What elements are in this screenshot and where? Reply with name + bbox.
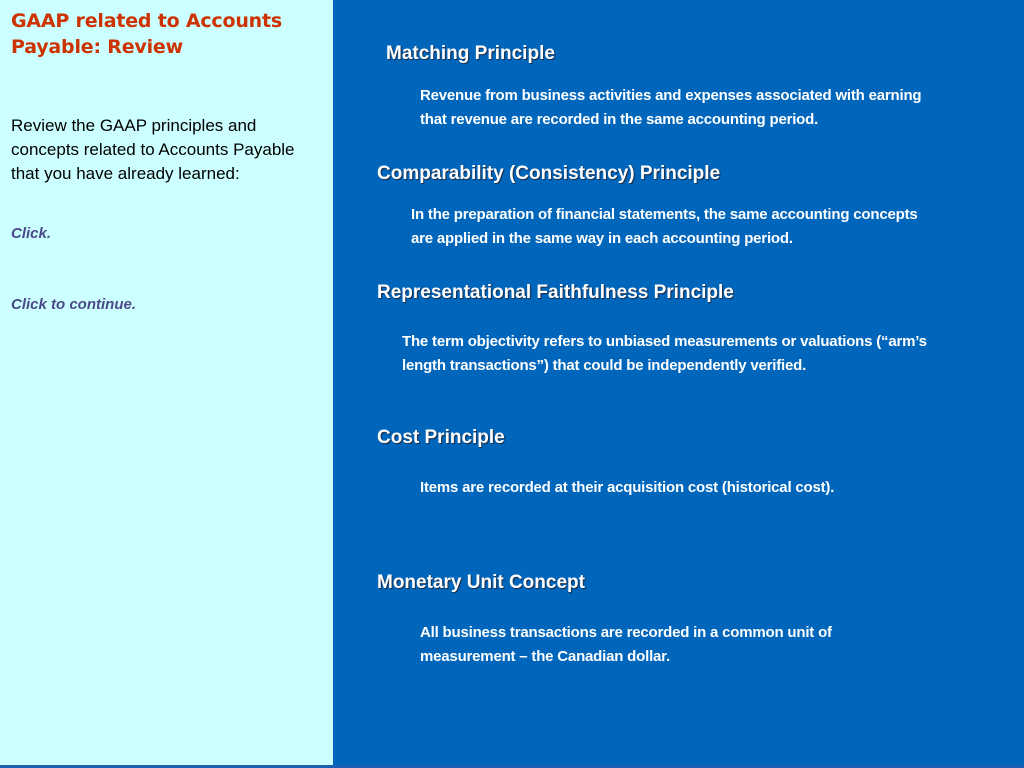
principles-panel [333,0,1024,768]
left-panel [0,0,333,768]
click-prompt[interactable]: Click. [11,225,52,242]
principle-heading-representational-faithfulness: Representational Faithfulness Principle [377,282,734,303]
principle-desc-monetary-unit: All business transactions are recorded in a common unit of measurement – the Canadian dollar. [420,624,832,665]
principle-heading-comparability: Comparability (Consistency) Principle [377,163,721,184]
slide-title: GAAP related to Accounts Payable: Review [11,10,282,58]
principle-heading-cost: Cost Principle [377,427,505,448]
principle-heading-matching: Matching Principle [386,43,555,64]
principle-desc-comparability: In the preparation of financial statements, the same accounting concepts are applied in the same way in each accounting period. [411,206,918,247]
principle-desc-matching: Revenue from business activities and expenses associated with earning that revenue are recorded in the same accounting period. [420,87,922,128]
principle-desc-cost: Items are recorded at their acquisition cost (historical cost). [420,479,835,496]
principle-desc-representational-faithfulness: The term objectivity refers to unbiased measurements or valuations (“arm’s length transactions”) that could be independently verified. [402,333,927,374]
principle-heading-monetary-unit: Monetary Unit Concept [377,572,585,593]
continue-prompt[interactable]: Click to continue. [11,296,137,313]
intro-text: Review the GAAP principles and concepts related to Accounts Payable that you have already learned: [11,116,295,183]
